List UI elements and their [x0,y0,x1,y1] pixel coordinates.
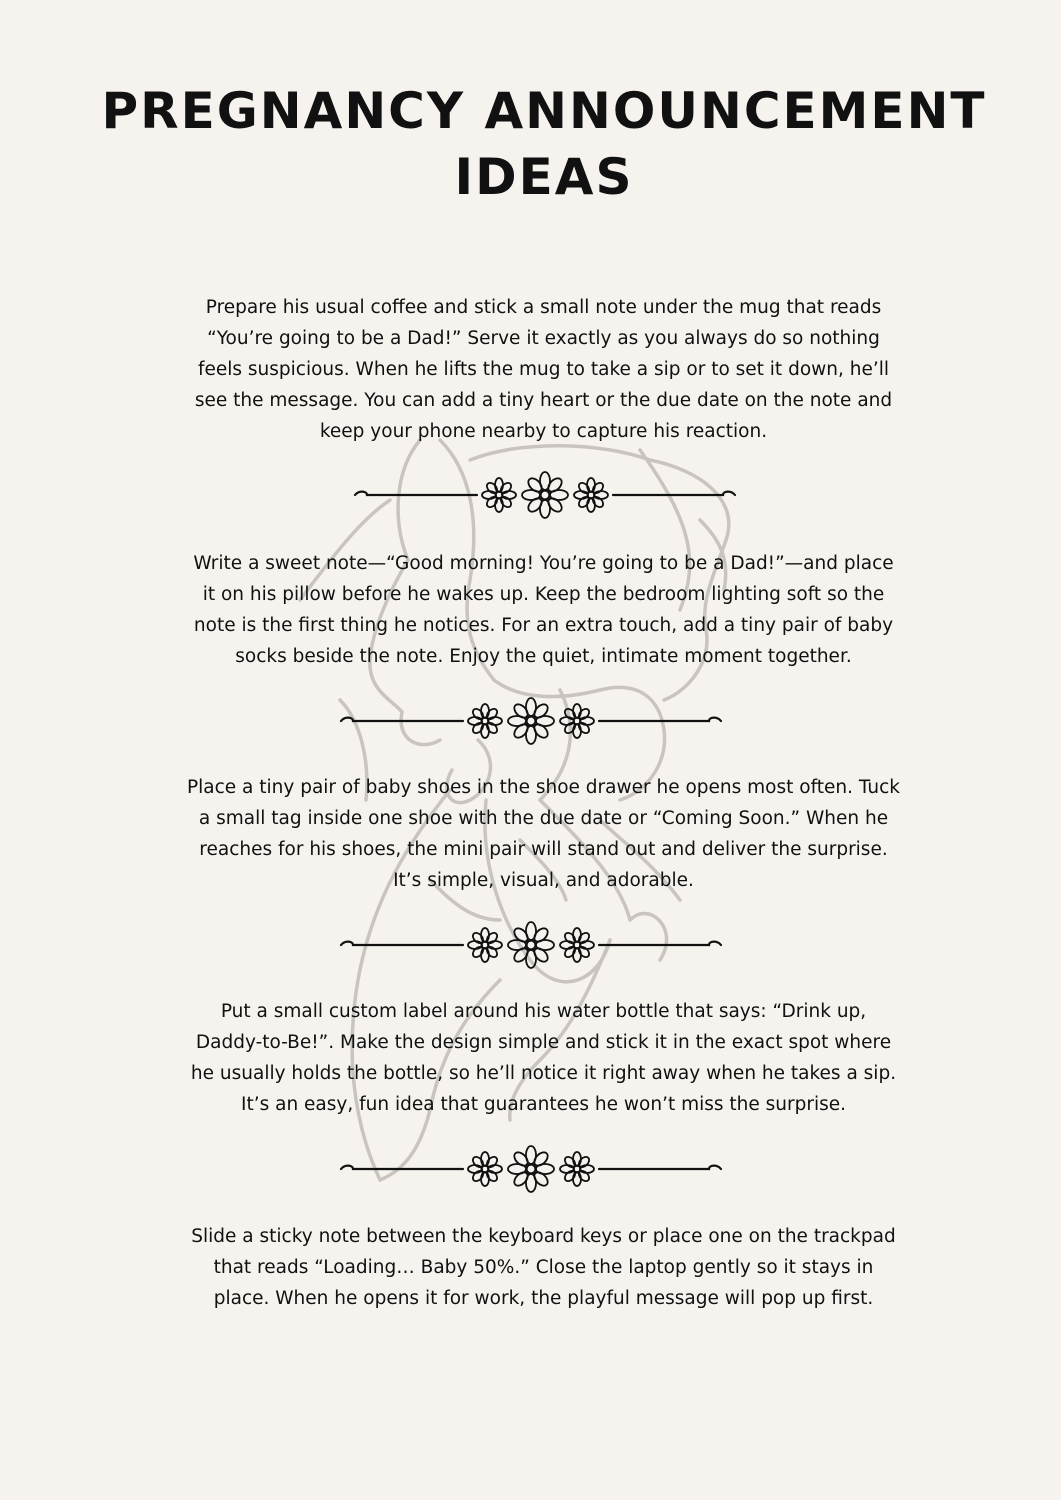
idea-laptop-sticky-note: Slide a sticky note between the keyboard keys or place one on the trackpad that reads “Loading… Baby 50%.” Close the laptop gently so it stays in place. When he opens it for work, the playful message will pop up first. [191,1226,896,1309]
floral-divider [331,1144,731,1194]
idea-pillow-note: Write a sweet note—“Good morning! You’re going to be a Dad!”—and place it on his pillow before he wakes up. Keep the bedroom lighting soft so the note is the first thing he notices. For an extra touch, add a tiny pair of baby socks beside the note. Enjoy the quiet, intimate moment together. [193,553,894,667]
idea-coffee-note: Prepare his usual coffee and stick a small note under the mug that reads “You’re going to be a Dad!” Serve it exactly as you always do so nothing feels suspicious. When he lifts the mug to take a sip or to set it down, he’ll see the message. You can add a tiny heart or the due date on the note and keep your phone nearby to capture his reaction. [194,297,893,442]
idea-water-bottle-label: Put a small custom label around his water bottle that says: “Drink up, Daddy-to-Be!”. Make the design simple and stick it in the exact spot where he usually holds the bottle, so he’ll notice it right away when he takes a sip. It’s an easy, fun idea that guarantees he won’t miss the surprise. [190,1001,897,1115]
floral-divider [331,696,731,746]
floral-divider [345,470,745,520]
page-title: PREGNANCY ANNOUNCEMENT IDEAS [101,82,987,206]
floral-divider [331,920,731,970]
idea-baby-shoes: Place a tiny pair of baby shoes in the shoe drawer he opens most often. Tuck a small tag inside one shoe with the due date or “Coming Soon.” When he reaches for his shoes, the mini pair will stand out and deliver the surprise. It’s simple, visual, and adorable. [186,777,901,891]
